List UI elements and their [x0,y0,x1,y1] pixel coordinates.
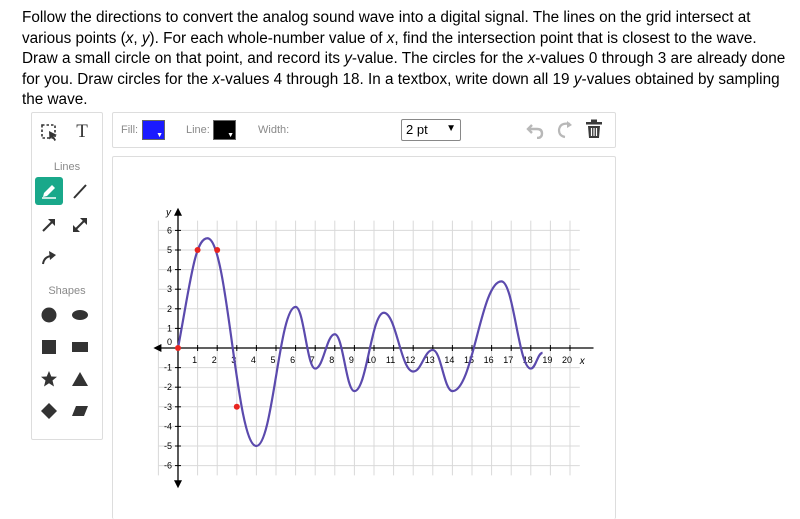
arrow-icon [40,216,58,234]
line-label: Line: [186,124,210,136]
chevron-down-icon: ▼ [446,123,456,134]
y-tick-label: 1 [166,323,172,334]
x-tick-label: 17 [503,355,514,365]
width-select[interactable] [401,119,461,141]
x-tick-label: 7 [309,355,315,365]
x-tick-label: 4 [250,355,256,365]
line-color-picker[interactable] [213,120,236,140]
sample-point[interactable] [234,404,240,410]
ellipse-tool[interactable] [66,301,94,329]
x-tick-label: 18 [522,355,533,365]
diamond-tool[interactable] [35,397,63,425]
chevron-down-icon: ▼ [156,132,163,139]
coordinate-graph [113,157,615,519]
curved-arrow-tool[interactable] [35,243,63,271]
redo-icon[interactable] [555,121,575,139]
y-axis-arrow-up [174,208,182,216]
x-tick-label: 5 [270,355,276,365]
star-icon [40,370,58,388]
sample-point[interactable] [195,247,201,253]
text-tool[interactable]: T [76,121,88,142]
trash-icon[interactable] [585,119,603,139]
select-tool[interactable] [36,118,64,146]
triangle-icon [71,370,89,388]
undo-icon[interactable] [525,121,545,139]
x-tick-label: 20 [561,355,573,365]
x-tick-label: 16 [483,355,494,365]
pencil-icon [40,182,58,200]
curved-arrow-icon [40,248,58,266]
x-tick-label: 14 [444,355,455,365]
chevron-down-icon: ▼ [227,132,234,139]
lines-section-label: Lines [53,161,81,173]
arrow-tool[interactable] [35,211,63,239]
x-tick-label: 3 [231,355,237,365]
y-tick-label: 2 [166,303,172,314]
freehand-tool[interactable] [35,177,63,205]
origin-label: 0 [167,337,173,347]
sample-point[interactable] [175,345,181,351]
square-tool[interactable] [35,333,63,361]
select-icon [40,122,60,142]
x-tick-label: 9 [348,355,354,365]
style-toolbar [112,112,616,148]
fill-label: Fill: [121,124,139,136]
circle-icon [40,306,58,324]
y-tick-label: 3 [166,284,172,295]
drawing-canvas[interactable] [112,156,616,519]
x-axis-arrow-left [153,344,161,352]
triangle-tool[interactable] [66,365,94,393]
tool-palette [31,112,103,440]
line-icon [71,182,89,200]
x-tick-label: 12 [405,355,416,365]
x-tick-label: 6 [290,355,296,365]
width-value: 2 pt [406,122,428,137]
x-tick-label: 13 [424,355,435,365]
instructions-text: Follow the directions to convert the analog sound wave into a digital signal. The lines on the grid intersect at various points (x, y). For each whole-number value of x, find the intersection point that is closest to the wave. Draw a small circle on that point, and record its y-value. The circles for the x-values 0 through 3 are already done for you. Draw circles for the x-values 4 through 18. In a textbox, write down all 19 y-values obtained by sampling the wave. [22,9,786,108]
y-tick-label: 4 [166,264,172,275]
y-tick-label: -6 [163,460,172,471]
y-tick-label: -2 [163,382,172,393]
y-axis-arrow-down [174,480,182,488]
star-tool[interactable] [35,365,63,393]
ellipse-icon [71,306,89,324]
width-label: Width: [258,124,290,136]
x-axis-label: x [579,356,585,367]
circle-tool[interactable] [35,301,63,329]
square-icon [40,338,58,356]
rectangle-icon [71,338,89,356]
fill-color-picker[interactable] [142,120,165,140]
diamond-icon [40,402,58,420]
parallelogram-icon [71,402,89,420]
double-arrow-tool[interactable] [66,211,94,239]
sample-point[interactable] [214,247,220,253]
y-tick-label: -4 [163,421,172,432]
parallelogram-tool[interactable] [66,397,94,425]
shapes-section-label: Shapes [48,285,86,297]
y-tick-label: -5 [163,441,172,451]
y-axis-label: y [166,207,171,219]
x-tick-label: 15 [463,355,475,365]
x-tick-label: 10 [365,355,377,365]
x-tick-label: 8 [329,355,335,365]
x-tick-label: 11 [385,355,396,365]
x-tick-label: 2 [211,355,217,365]
double-arrow-icon [71,216,89,234]
y-tick-label: 6 [166,225,172,236]
x-tick-label: 19 [542,355,553,365]
y-tick-label: -3 [163,401,172,412]
y-tick-label: 5 [166,245,172,255]
rectangle-tool[interactable] [66,333,94,361]
x-tick-label: 1 [192,355,198,365]
line-tool[interactable] [66,177,94,205]
y-tick-label: -1 [163,362,172,373]
